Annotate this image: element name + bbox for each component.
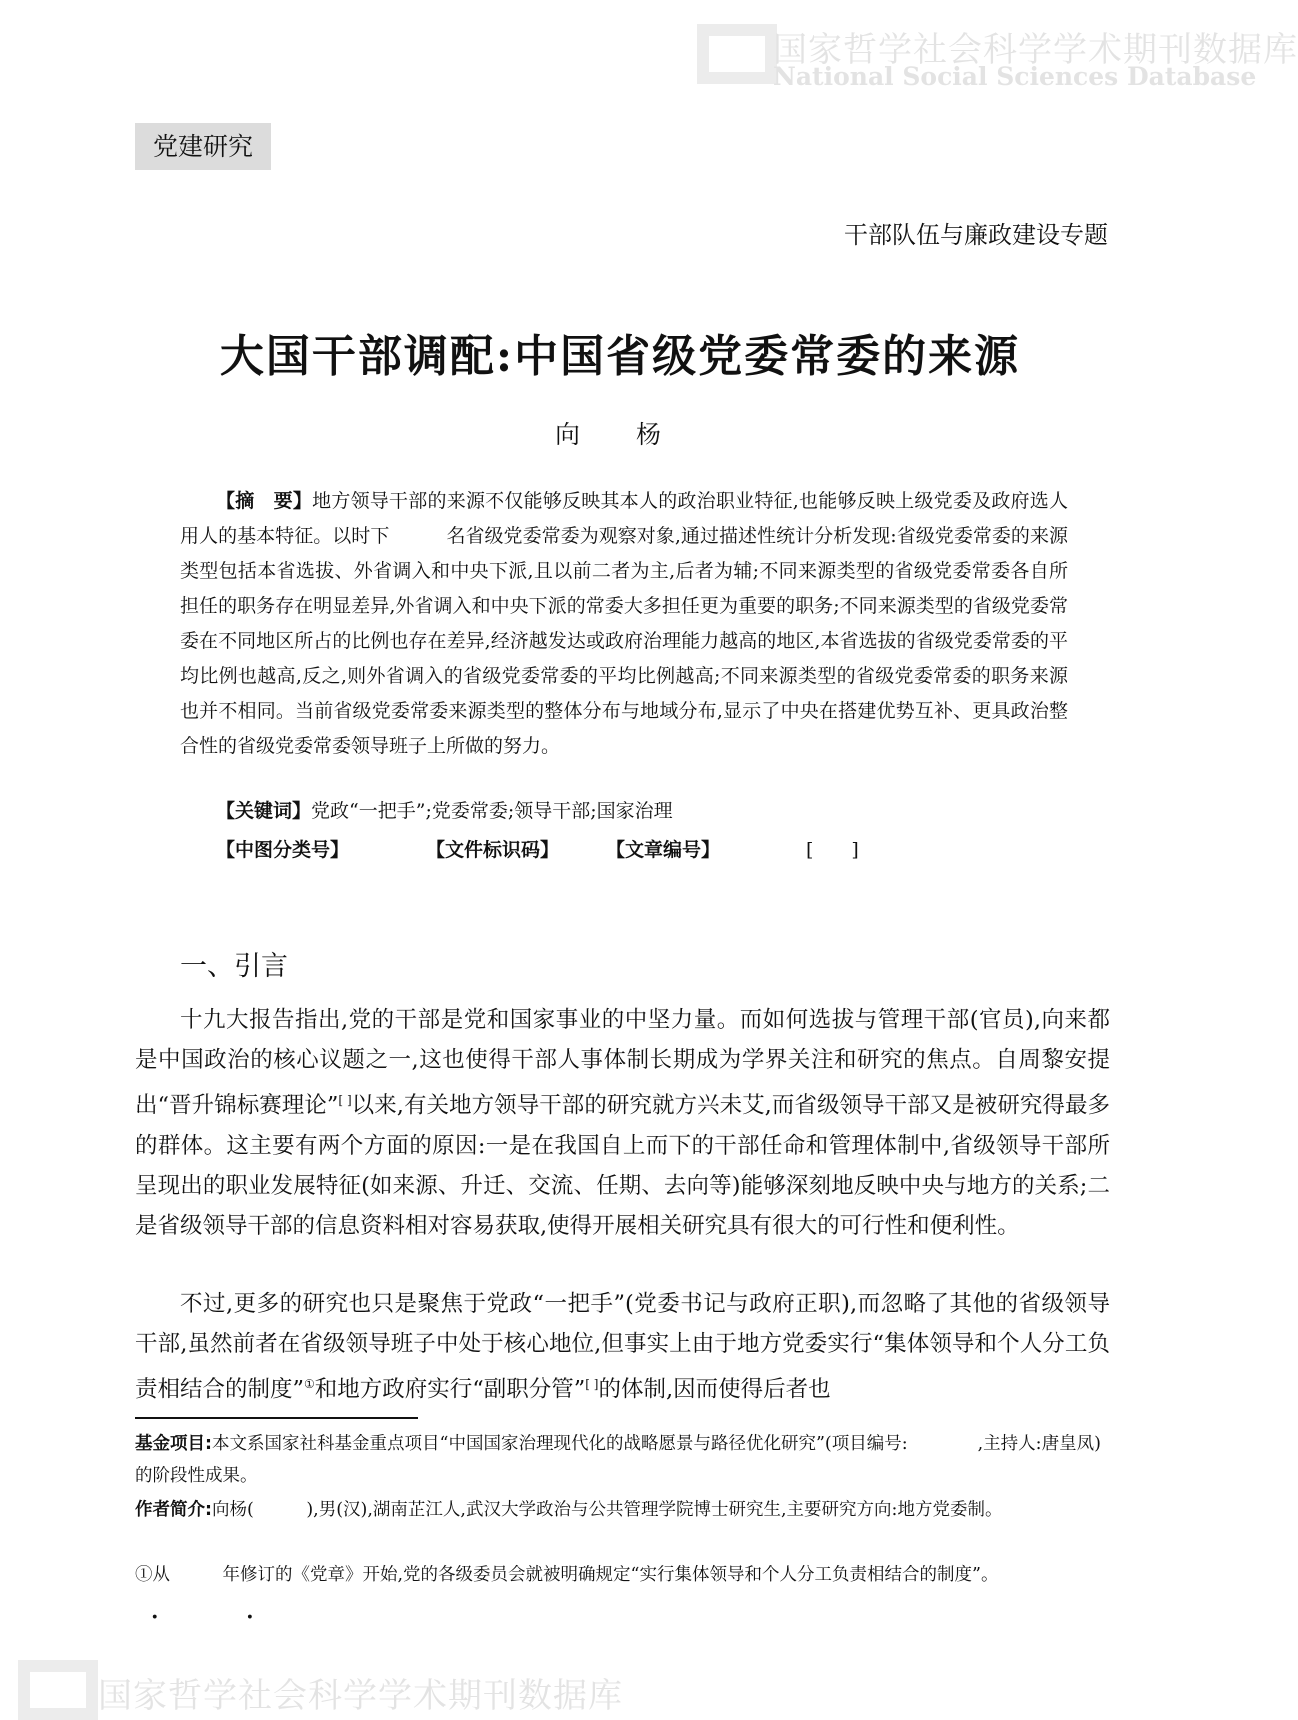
keywords-label: 【关键词】 — [216, 800, 312, 822]
doc-code-label: 【文件标识码】 — [426, 839, 560, 861]
footnote-1: ①从 年修订的《党章》开始,党的各级委员会就被明确规定“实行集体领导和个人分工负责相结合的制度”。 — [135, 1565, 999, 1585]
section-heading: 一、引言 — [180, 951, 288, 982]
page-title: 大国干部调配:中国省级党委常委的来源 — [219, 331, 1021, 382]
clc-label: 【中图分类号】 — [216, 839, 350, 861]
citation-ref[interactable]: [ ] — [585, 1377, 599, 1391]
watermark-logo-icon — [18, 1660, 98, 1720]
abstract — [180, 484, 1068, 764]
footnote-divider — [135, 1417, 418, 1419]
abstract-text: 地方领导干部的来源不仅能够反映其本人的政治职业特征,也能够反映上级党委及政府选人用人的基本特征。以时下 名省级党委常委为观察对象,通过描述性统计分析发现:省级党委常委的来源类型包括本省选拔、外省调入和中央下派,且以前二者为主,后者为辅;不同来源类型的省级党委常委各自所担任的职务存在明显差异,外省调入和中央下派的常委大多担任更为重要的职务;不同来源类型的省级党委常委在不同地区所占的比例也存在差异,经济越发达或政府治理能力越高的地区,本省选拔的省级党委常委的平均比例也越高,反之,则外省调入的省级党委常委的平均比例越高;不同来源类型的省级党委常委的职务来源也并不相同。当前省级党委常委来源类型的整体分布与地域分布,显示了中央在搭建优势互补、更具政治整合性的省级党委常委领导班子上所做的努力。 — [180, 490, 1068, 757]
author: 向 杨 — [555, 420, 685, 449]
paragraph-1: 十九大报告指出,党的干部是党和国家事业的中坚力量。而如何选拔与管理干部(官员),向来都是中国政治的核心议题之一,这也使得干部人事体制长期成为学界关注和研究的焦点。自周黎安提出“晋升锦标赛理论”[ ]以来,有关地方领导干部的研究就方兴未艾,而省级领导干部又是被研究得最多的群体。这主要有两个方面的原因:一是在我国自上而下的干部任命和管理体制中,省级领导干部所呈现出的职业发展特征(如来源、升迁、交流、任期、去向等)能够深刻地反映中央与地方的关系;二是省级领导干部的信息资料相对容易获取,使得开展相关研究具有很大的可行性和便利性。 — [135, 1007, 1110, 1239]
abstract-label: 【摘 要】 — [216, 490, 313, 512]
watermark-logo-icon — [697, 24, 777, 84]
article-no-value: [ ] — [806, 839, 859, 861]
watermark-cn-bottom: 国家哲学社会科学学术期刊数据库 — [98, 1676, 623, 1716]
section-tag: 党建研究 — [135, 123, 271, 170]
citation-ref[interactable]: [ ] — [338, 1093, 352, 1107]
watermark-en: National Social Sciences Database — [773, 62, 1257, 91]
footnote-author: 作者简介:向杨( ),男(汉),湖南芷江人,武汉大学政治与公共管理学院博士研究生,主要研究方向:地方党委制。 — [135, 1500, 1003, 1520]
paragraph-2: 不过,更多的研究也只是聚焦于党政“一把手”(党委书记与政府正职),而忽略了其他的省级领导干部,虽然前者在省级领导班子中处于核心地位,但事实上由于地方党委实行“集体领导和个人分工负责相结合的制度”①和地方政府实行“副职分管”[ ]的体制,因而使得后者也 — [135, 1291, 1110, 1403]
article-no-label: 【文章编号】 — [606, 839, 721, 861]
page-marker: · · — [150, 1600, 293, 1635]
keywords-text: 党政“一把手”;党委常委;领导干部;国家治理 — [311, 800, 673, 822]
watermark-cn: 国家哲学社会科学学术期刊数据库 — [773, 30, 1298, 70]
special-topic: 干部队伍与廉政建设专题 — [844, 221, 1108, 249]
keywords — [216, 796, 673, 823]
footnote-fund: 基金项目:本文系国家社科基金重点项目“中国国家治理现代化的战略愿景与路径优化研究”(项目编号: ,主持人:唐皇凤)的阶段性成果。 — [135, 1434, 1101, 1486]
footnote-ref[interactable]: ① — [304, 1377, 315, 1391]
